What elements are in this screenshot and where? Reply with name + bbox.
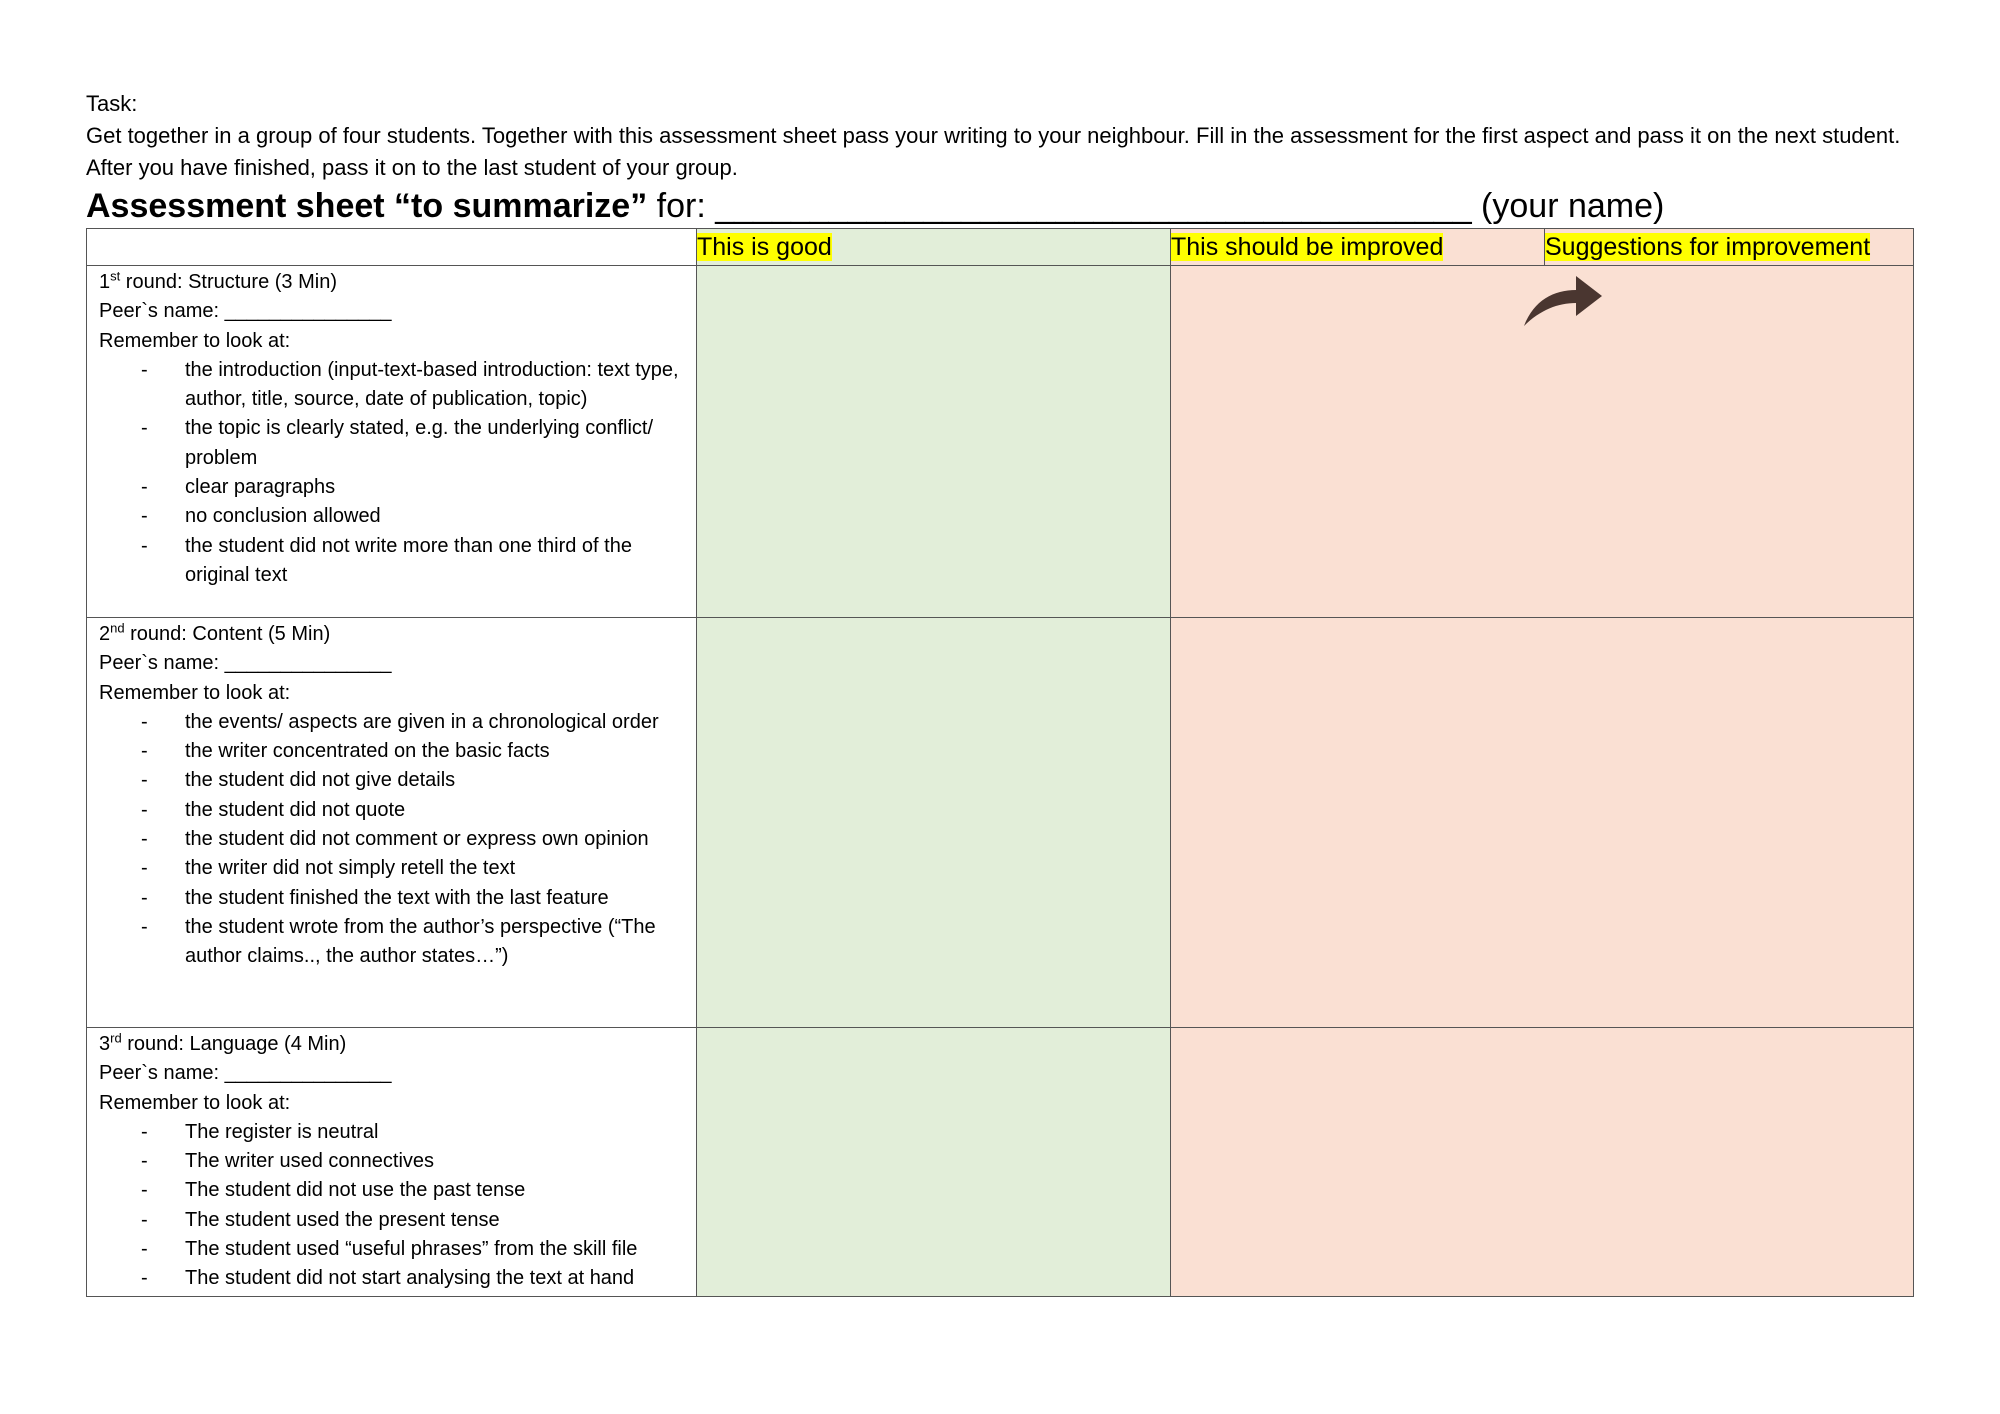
round-heading: 2nd round: Content (5 Min) bbox=[99, 620, 331, 645]
good-cell[interactable] bbox=[697, 266, 1171, 618]
curved-arrow-icon bbox=[1520, 270, 1604, 330]
header-row bbox=[87, 229, 1914, 266]
criteria-cell bbox=[87, 1028, 697, 1297]
list-item: - clear paragraphs bbox=[99, 473, 684, 502]
task-instructions bbox=[86, 88, 1926, 184]
title-rest: for: ________________________________________ (your name) bbox=[647, 187, 1665, 225]
criteria-cell bbox=[87, 618, 697, 1028]
list-item: - no conclusion allowed bbox=[99, 502, 684, 531]
task-label: Task: bbox=[86, 91, 138, 116]
remember-label: Remember to look at: bbox=[99, 681, 291, 704]
header-empty-cell bbox=[87, 229, 697, 266]
list-item: - The student did not use the past tense bbox=[99, 1176, 684, 1205]
round-row-language bbox=[87, 1028, 1914, 1297]
round-row-content bbox=[87, 618, 1914, 1028]
title-bold: Assessment sheet “to summarize” bbox=[86, 187, 648, 225]
list-item: - the writer did not simply retell the text bbox=[99, 854, 684, 883]
header-suggest bbox=[1545, 229, 1914, 266]
list-item: - the student did not give details bbox=[99, 766, 684, 795]
peer-name-field[interactable]: Peer`s name: _______________ bbox=[99, 300, 392, 323]
round-heading: 1st round: Structure (3 Min) bbox=[99, 268, 337, 293]
list-item: - the student did not write more than one third of the original text bbox=[99, 532, 684, 591]
list-item: - The writer used connectives bbox=[99, 1147, 684, 1176]
good-cell[interactable] bbox=[697, 618, 1171, 1028]
remember-label: Remember to look at: bbox=[99, 1091, 291, 1114]
peer-name-field[interactable]: Peer`s name: _______________ bbox=[99, 652, 392, 675]
header-improve-label: This should be improved bbox=[1171, 233, 1444, 261]
header-suggest-label: Suggestions for improvement bbox=[1545, 233, 1871, 261]
list-item: - the student did not comment or express own opinion bbox=[99, 825, 684, 854]
criteria-list bbox=[99, 356, 684, 590]
list-item: - the topic is clearly stated, e.g. the underlying conflict/ problem bbox=[99, 414, 684, 473]
list-item: - the writer concentrated on the basic facts bbox=[99, 737, 684, 766]
criteria-list bbox=[99, 708, 684, 972]
improve-cell[interactable] bbox=[1171, 1028, 1914, 1297]
page-title bbox=[86, 184, 1664, 228]
list-item: - The student used the present tense bbox=[99, 1206, 684, 1235]
list-item: - The student used “useful phrases” from the skill file bbox=[99, 1235, 684, 1264]
list-item: - the student did not quote bbox=[99, 796, 684, 825]
good-cell[interactable] bbox=[697, 1028, 1171, 1297]
task-text: Get together in a group of four students. Together with this assessment sheet pass your writing to your neighbour. Fill in the assessment for the first aspect and pass it on the next student. After you have finished, pass it on to the last student of your group. bbox=[86, 123, 1901, 180]
list-item: - The student did not start analysing the text at hand bbox=[99, 1264, 684, 1293]
criteria-list bbox=[99, 1118, 684, 1294]
round-row-structure bbox=[87, 266, 1914, 618]
header-improve bbox=[1171, 229, 1545, 266]
list-item: - the student wrote from the author’s perspective (“The author claims.., the author states…”) bbox=[99, 913, 684, 972]
assessment-table bbox=[86, 228, 1914, 1297]
list-item: - The register is neutral bbox=[99, 1118, 684, 1147]
list-item: - the events/ aspects are given in a chronological order bbox=[99, 708, 684, 737]
header-good-label: This is good bbox=[697, 233, 832, 261]
remember-label: Remember to look at: bbox=[99, 329, 291, 352]
improve-cell[interactable] bbox=[1171, 618, 1914, 1028]
criteria-cell bbox=[87, 266, 697, 618]
list-item: - the student finished the text with the last feature bbox=[99, 884, 684, 913]
header-good bbox=[697, 229, 1171, 266]
peer-name-field[interactable]: Peer`s name: _______________ bbox=[99, 1062, 392, 1085]
list-item: - the introduction (input-text-based introduction: text type, author, title, source, date of publication, topic) bbox=[99, 356, 684, 415]
round-heading: 3rd round: Language (4 Min) bbox=[99, 1030, 347, 1055]
